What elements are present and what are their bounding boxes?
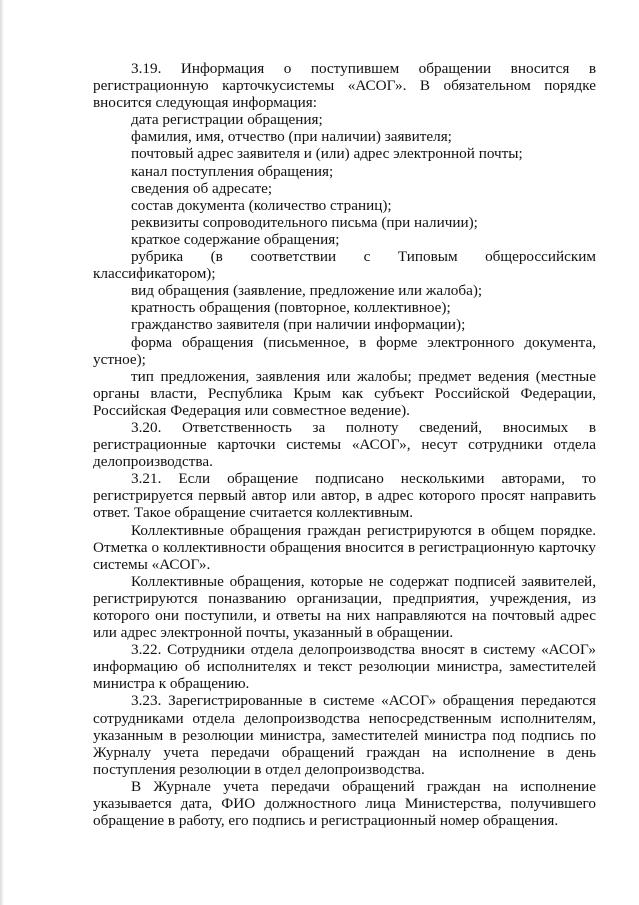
paragraph-3-20: 3.20. Ответственность за полноту сведений, вносимых в регистрационные карточки системы «АСОГ», несут сотрудники отдела делопроизводства. — [93, 418, 596, 471]
paragraph-3-22: 3.22. Сотрудники отдела делопроизводства вносят в систему «АСОГ» информацию об исполнителях и текст резолюции министра, заместителей министра к обращению. — [93, 641, 596, 693]
list-item: фамилия, имя, отчество (при наличии) заявителя; — [131, 128, 452, 146]
list-item: гражданство заявителя (при наличии информации); — [131, 316, 466, 334]
list-item: краткое содержание обращения; — [131, 230, 340, 248]
paragraph-journal: В Журнале учета передачи обращений граждан на исполнение указывается дата, ФИО должностного лица Министерства, получившего обращение в работу, его подпись и регистрационный номер обращения. — [93, 777, 596, 830]
list-item: кратность обращения (повторное, коллективное); — [131, 299, 451, 317]
document-body — [93, 60, 596, 829]
list-item: форма обращения (письменное, в форме электронного документа, устное); — [93, 333, 596, 368]
list-item: рубрика (в соответствии с Типовым общероссийским классификатором); — [93, 248, 596, 283]
paragraph-3-21: 3.21. Если обращение подписано несколькими авторами, то регистрируется первый автор или автор, в адрес которого просят направить ответ. Такое обращение считается коллективным. — [93, 470, 596, 522]
list-item: вид обращения (заявление, предложение или жалоба); — [131, 282, 483, 300]
paragraph-3-23: 3.23. Зарегистрированные в системе «АСОГ» обращения передаются сотрудниками отдела делопроизводства непосредственным исполнителям, указанным в резолюции министра, заместителей министра под подпись по Журналу учета передачи обращений граждан на исполнение в день поступления резолюции в отдел делопроизводства. — [93, 692, 596, 778]
list-item: состав документа (количество страниц); — [131, 196, 392, 214]
paragraph-collective-2: Коллективные обращения, которые не содержат подписей заявителей, регистрируются поназванию организации, предприятия, учреждения, из которого они поступили, и ответы на них направляются на почтовый адрес или адрес электронной почты, указанный в обращении. — [93, 572, 596, 642]
list-item: канал поступления обращения; — [131, 162, 334, 180]
paragraph-collective-1: Коллективные обращения граждан регистрируются в общем порядке. Отметка о коллективности обращения вносится в регистрационную карточку системы «АСОГ». — [93, 521, 596, 573]
list-item: тип предложения, заявления или жалобы; предмет ведения (местные органы власти, Республика Крым как субъект Российской Федерации, Российская Федерация или совместное ведение). — [93, 367, 596, 419]
scan-edge — [0, 0, 4, 905]
list-item: реквизиты сопроводительного письма (при наличии); — [131, 213, 478, 231]
list-item: дата регистрации обращения; — [131, 111, 323, 129]
list-item: сведения об адресате; — [131, 179, 273, 197]
paragraph-3-19: 3.19. Информация о поступившем обращении вносится в регистрационную карточкусистемы «АСОГ». В обязательном порядке вносится следующая информация: — [93, 60, 596, 112]
list-item: почтовый адрес заявителя и (или) адрес электронной почты; — [131, 145, 523, 163]
